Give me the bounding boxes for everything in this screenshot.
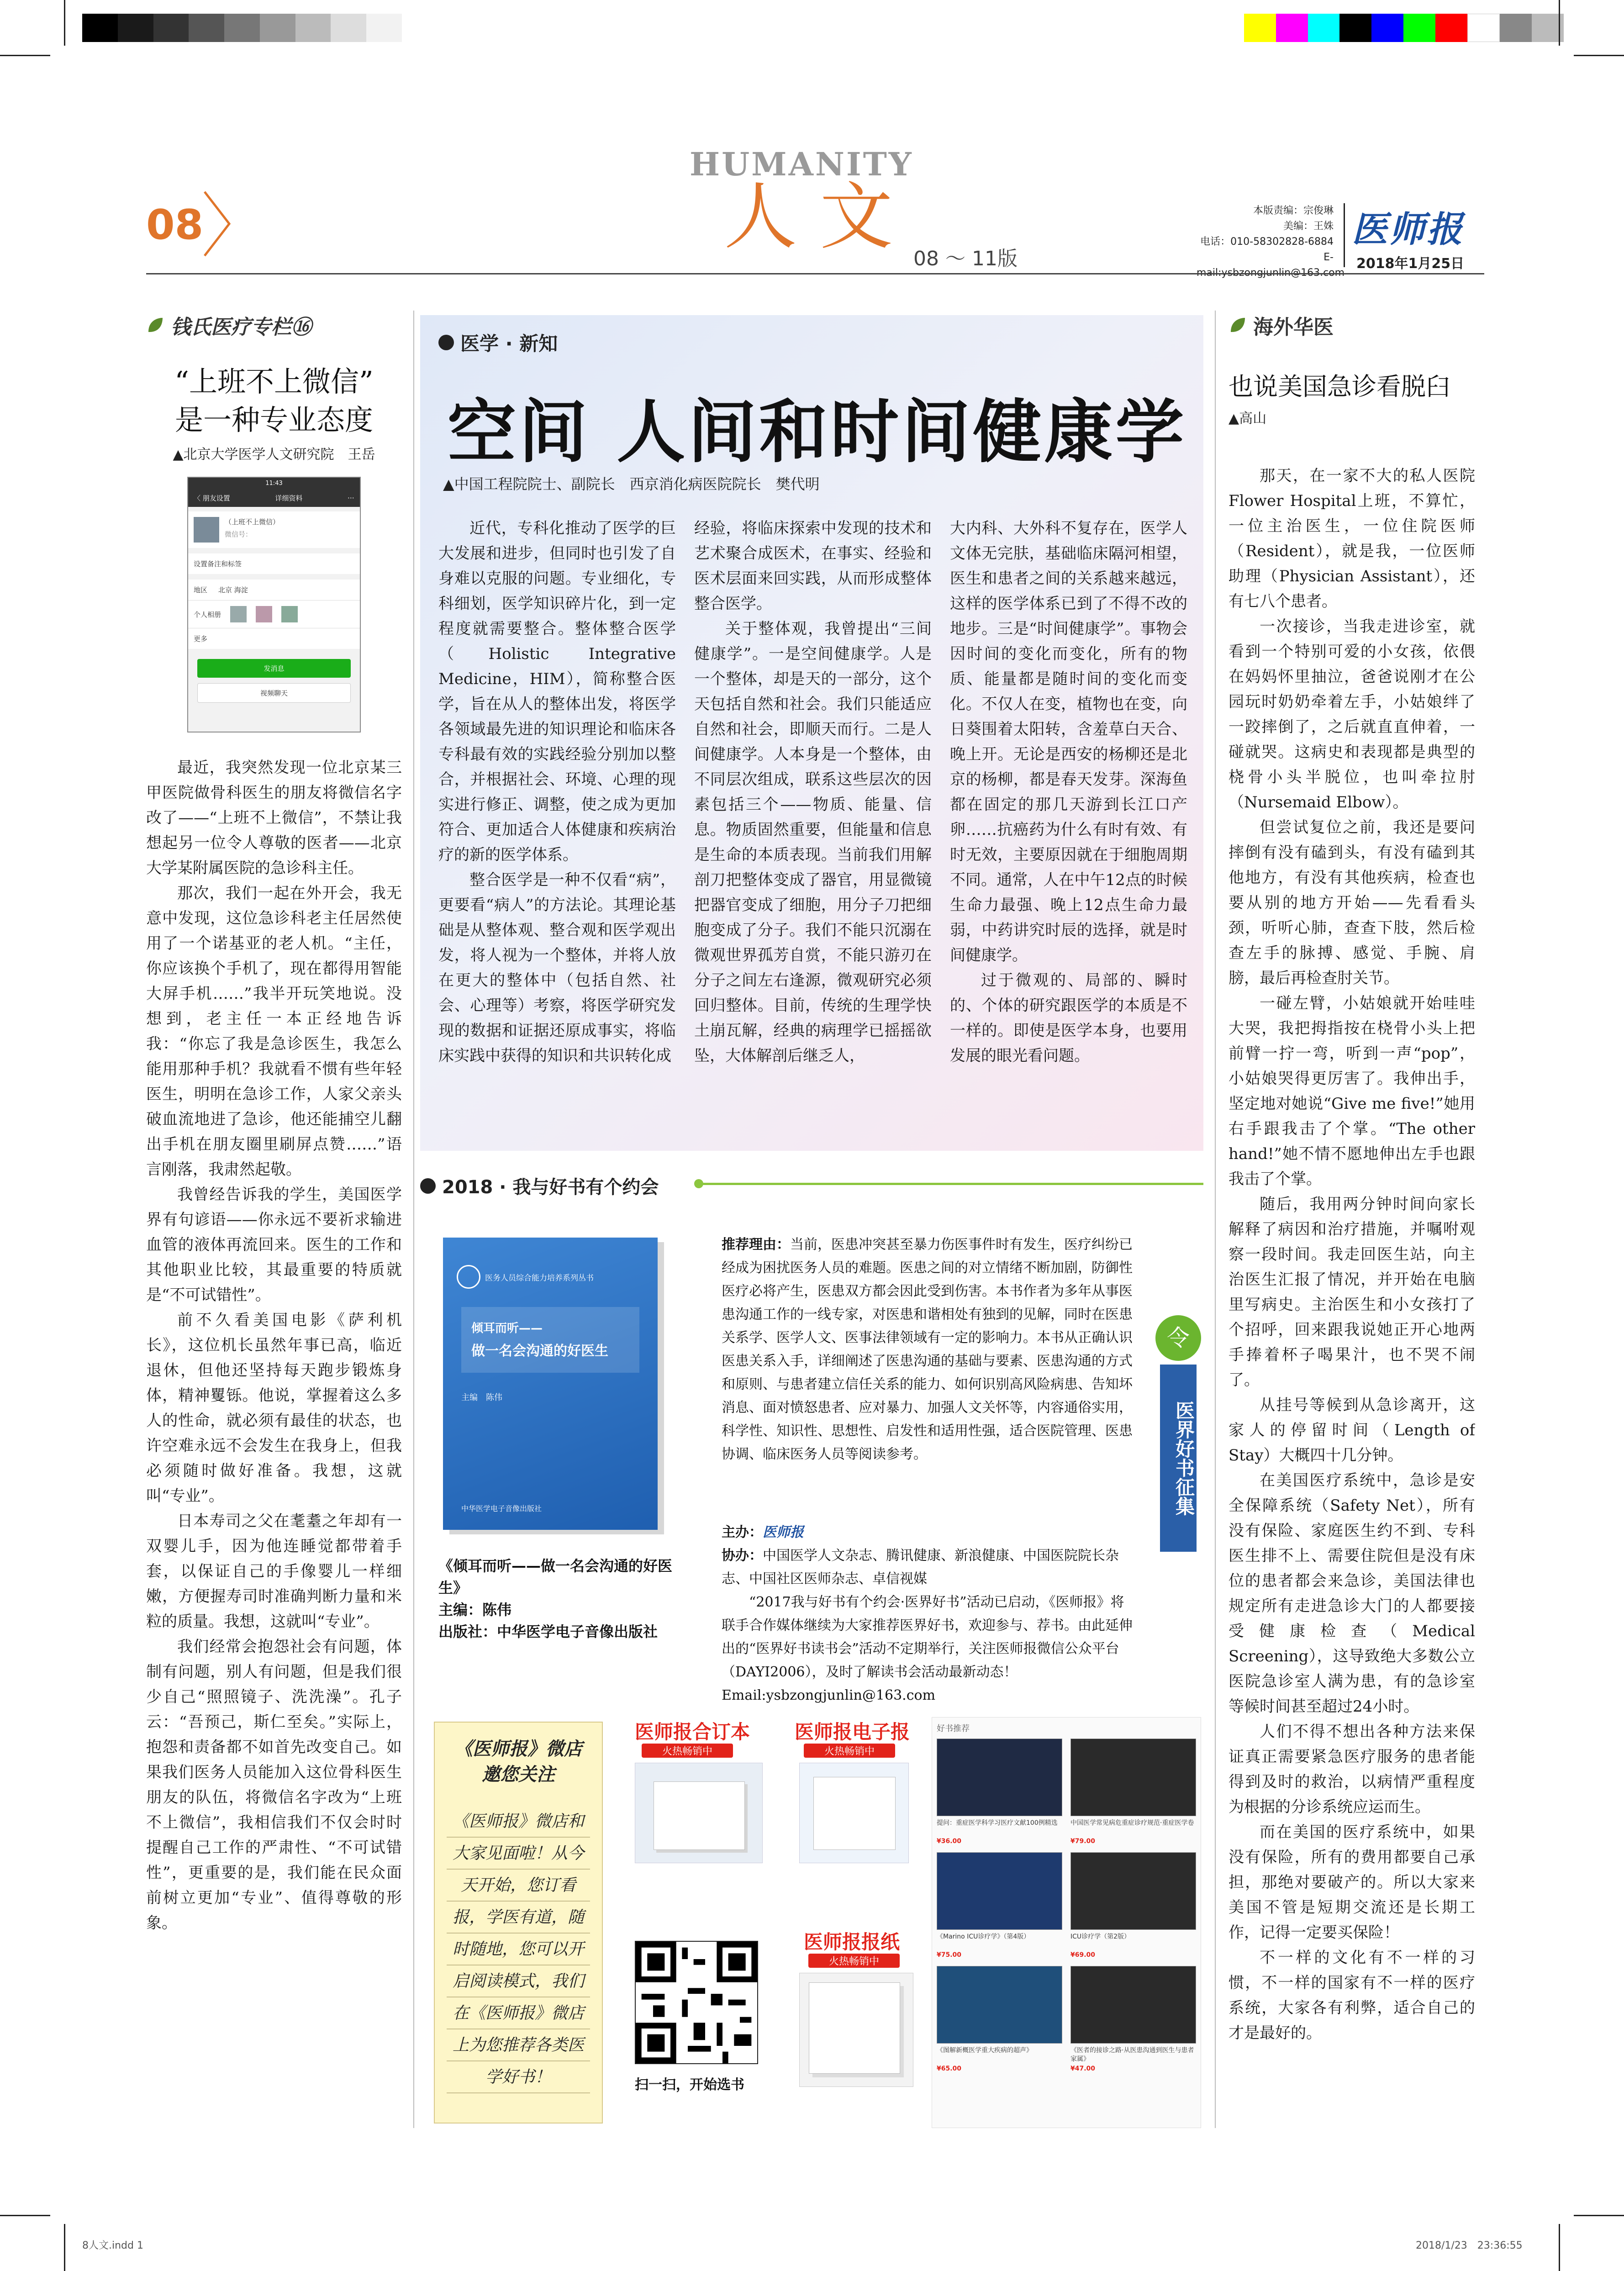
chevron-right-icon bbox=[201, 190, 233, 258]
host-line bbox=[722, 1521, 1133, 1544]
right-column bbox=[1229, 311, 1475, 2128]
book-tile-caption: 《Marino ICU诊疗学》（第4版） bbox=[937, 1933, 1030, 1940]
avatar bbox=[194, 517, 219, 543]
book-info bbox=[438, 1555, 685, 1643]
book-tile-cover bbox=[937, 1739, 1062, 1816]
issue-date: 2018年1月25日 bbox=[1356, 256, 1465, 272]
article-byline: ▲北京大学医学人文研究院 王岳 bbox=[173, 447, 375, 463]
recommended-books bbox=[932, 1717, 1201, 2128]
book-tile-price: ¥69.00 bbox=[1070, 1951, 1096, 1959]
series-logo bbox=[457, 1265, 480, 1289]
crop-mark bbox=[1559, 0, 1560, 46]
book-tile[interactable] bbox=[937, 1966, 1062, 2073]
feature-col-2 bbox=[694, 516, 932, 1069]
column-label bbox=[146, 311, 402, 340]
recommend-text: 当前，医患冲突甚至暴力伤医事件时有发生，医疗纠纷已经成为困扰医务人员的难题。医患之间的对立情绪不断加剧，防御性医疗必将产生，医患双方都会因此受到伤害。本书作者为多年从事医患沟通工作的一线专家，对医患和谐相处有独到的见解，同时在医患关系学、医学人文、医事法律领域有一定的影响力。本书从正确认识医患关系入手，详细阐述了医患沟通的基础与要素、医患沟通的方式和原则、与患者建立信任关系的能力、如何识别高风险病患、告知坏消息、面对愤怒患者、应对暴力、加强人文关怀等，内容通俗实用，科学性、知识性、思想性、启发性和适用性强，适合医院管理、医患协调、临床医务人员等阅读参考。 bbox=[722, 1237, 1133, 1462]
crop-mark bbox=[0, 2215, 50, 2216]
qr-code[interactable] bbox=[635, 1941, 758, 2064]
paragraph: 我曾经告诉我的学生，美国医学界有句谚语——你永远不要祈求输进血管的液体再流回来。医生的工作和其他职业比较，其最重要的特质就是“不可试错性”。 bbox=[146, 1186, 402, 1304]
send-message-button[interactable]: 发消息 bbox=[197, 659, 351, 678]
paragraph: 关于整体观，我曾提出“三间健康学”。一是空间健康学。人是一个整体，却是天的一部分，这个天包括自然和社会。我们只能适应自然和社会，即顺天而行。二是人间健康学。人本身是一个整体，由不同层次组成，联系这些层次的因素包括三个——物质、能量、信息。物质固然重要，但能量和信息是生命的本质表现。当前我们用解剖刀把整体变成了器官，用显微镜把器官变成了细胞，用分子刀把细胞变成了分子。我们不能只沉溺在微观世界孤芳自赏，不能只游刃在分子之间左右逢源，微观研究必须回归整体。目前，传统的生理学快土崩瓦解，经典的病理学已摇摇欲坠，大体解剖后继乏人， bbox=[694, 620, 932, 1065]
recommend-label: 推荐理由： bbox=[722, 1237, 790, 1253]
article-title-line2: 是一种专业态度 bbox=[174, 403, 373, 437]
footer-left-slug: 8人文.indd 1 bbox=[82, 2240, 143, 2251]
crop-mark bbox=[1574, 2215, 1624, 2216]
column-label-text: 钱氏医疗专栏⑯ bbox=[171, 316, 311, 339]
books-grid bbox=[937, 1739, 1196, 2073]
crop-mark bbox=[64, 2224, 65, 2271]
host-value: 医师报 bbox=[763, 1524, 804, 1540]
book-banner-text: 2018 · 我与好书有个约会 bbox=[442, 1177, 659, 1198]
paragraph: 而在美国的医疗系统中，如果没有保险，所有的费用都要自己承担，那绝对要破产的。所以大家来美国不管是短期交流还是长期工作，记得一定要买保险！ bbox=[1229, 1823, 1475, 1942]
paragraph: 我们经常会抱怨社会有问题，体制有问题，别人有问题，但是我们很少自己“照照镜子、洗洗澡”。孔子云：“吾预己，斯仁至矣。”实际上，抱怨和责备都不如首先改变自己。如果我们医务人员能加入这位骨科医生朋友的队伍，将微信名字改为“上班不上微信”，我相信我们不仅会时时提醒自己工作的严肃性、“不可试错性”，更重要的是，我们能在民众面前树立更加“专业”、值得尊敬的形象。 bbox=[146, 1638, 402, 1932]
kicker bbox=[438, 329, 558, 356]
shop-card bbox=[434, 1722, 603, 2123]
paragraph: 不一样的文化有不一样的习惯，不一样的国家有不一样的医疗系统，大家各有利弊，适合自己的才是最好的。 bbox=[1229, 1949, 1475, 2042]
nav-back[interactable]: 〈 朋友设置 bbox=[194, 494, 230, 502]
editor-line: 本版责编：宗俊琳 bbox=[1253, 205, 1334, 216]
paper-image[interactable] bbox=[799, 1973, 913, 2087]
phone-screenshot bbox=[187, 477, 361, 732]
section-title-cn: 人文 bbox=[724, 174, 916, 259]
paragraph: 那次，我们一起在外开会，我无意中发现，这位急诊科老主任居然使用了一个诺基亚的老人机。“主任，你应该换个手机了，现在都得用智能大屏手机……”我半开玩笑地说。没想到，老主任一本正经地告诉我：“你忘了我是急诊医生，我怎么能用那种手机？我就看不惯有些年轻医生，明明在急诊工作，人家父亲头破血流地进了急诊，他还能捕空儿翻出手机在朋友圈里刷屏点赞……”语言刚落，我肃然起敬。 bbox=[146, 884, 402, 1179]
coorg-line bbox=[722, 1544, 1133, 1591]
nav-title: 详细资料 bbox=[275, 494, 303, 502]
registration-bar-right bbox=[1244, 14, 1564, 42]
host-label: 主办： bbox=[722, 1524, 763, 1540]
phone-nav bbox=[188, 489, 360, 507]
crop-mark bbox=[1574, 55, 1624, 56]
book-tile-cover bbox=[1070, 1966, 1196, 2044]
book-tile-caption: 中国医学常见病危重症诊疗规范·重症医学卷 bbox=[1070, 1819, 1194, 1827]
book-tile-price: ¥75.00 bbox=[937, 1951, 962, 1959]
designer-line: 美编：王姝 bbox=[1283, 221, 1334, 232]
sub-order-title: 医师报合订本 bbox=[635, 1721, 750, 1743]
feature-col-1 bbox=[438, 516, 676, 1069]
sub-order-tag: 火热畅销中 bbox=[642, 1744, 733, 1758]
paragraph: 近代，专科化推动了医学的巨大发展和进步，但同时也引发了自身难以克服的问题。专业细化，专科细划，医学知识碎片化，到一定程度就需要整合。整体整合医学（Holistic Integrative Medicine，HIM），简称整合医学，旨在从人的整体出发，将医学各领域最先进的知识理论和临床各专科最有效的实践经验分别加以整合，并根据社会、环境、心理的现实进行修正、调整，使之成为更加符合、更加适合人体健康和疾病治疗的新的医学体系。 bbox=[438, 519, 676, 864]
right-article-body bbox=[1229, 464, 1475, 2046]
profile-name: （上班不上微信） bbox=[225, 518, 280, 526]
crop-mark bbox=[64, 0, 65, 46]
book-tile-cover bbox=[937, 1852, 1062, 1930]
row-album[interactable] bbox=[188, 600, 360, 628]
column-divider bbox=[1215, 311, 1216, 2128]
paragraph: 最近，我突然发现一位北京某三甲医院做骨科医生的朋友将微信名字改了——“上班不上微信”，不禁让我想起另一位令人尊敬的医者——北京大学某附属医院的急诊科主任。 bbox=[146, 759, 402, 877]
status-time: 11:43 bbox=[265, 479, 283, 487]
book-cover-title-line2: 做一名会沟通的好医生 bbox=[471, 1343, 608, 1359]
microshop-ad bbox=[420, 1712, 1203, 2133]
paper-title: 医师报报纸 bbox=[804, 1931, 900, 1953]
book-banner bbox=[420, 1169, 1203, 1196]
section-title-en: HUMANITY bbox=[690, 145, 913, 183]
paragraph: 一碰左臂，小姑娘就开始哇哇大哭，我把拇指按在桡骨小头上把前臂一拧一弯，听到一声“pop”，小姑娘哭得更厉害了。我伸出手，坚定地对她说“Give me five!”她用右手跟我击了个掌。“The other hand!”她不情不愿地伸出左手也跟我击了个掌。 bbox=[1229, 994, 1475, 1188]
right-column-label bbox=[1229, 311, 1475, 340]
notice-text: “2017我与好书有个约会·医界好书”活动已启动，《医师报》将联手合作媒体继续为大家推荐医界好书，欢迎参与、荐书。由此延伸出的“医界好书读书会”活动不定期举行，关注医师报微信公众平台（DAYI2006），及时了解读书会活动最新动态！ Email:ysbzongjunlin@163.com bbox=[722, 1594, 1133, 1703]
kicker-text: 医学 · 新知 bbox=[460, 332, 558, 355]
book-info-publisher: 出版社：中华医学电子音像出版社 bbox=[438, 1623, 658, 1640]
paragraph: 随后，我用两分钟时间向家长解释了病因和治疗措施，并嘱咐观察一段时间。我走回医生站，向主治医生汇报了情况，并开始在电脑里写病史。主治医生和小女孩打了个招呼，回来跟我说她正开心地两手捧着杯子喝果汁，也不哭不闹了。 bbox=[1229, 1195, 1475, 1389]
book-tile[interactable] bbox=[1070, 1966, 1196, 2073]
qr-caption: 扫一扫，开始选书 bbox=[635, 2077, 744, 2093]
shop-card-body: 《医师报》微店和大家见面啦！从今天开始，您订看报，学医有道，随时随地，您可以开启阅读模式，我们在《医师报》微店上为您推荐各类医学好书！ bbox=[447, 1806, 590, 2093]
leaf-icon bbox=[1229, 316, 1247, 334]
header-rule bbox=[146, 273, 1484, 274]
recommend-block bbox=[722, 1233, 1133, 1466]
registration-bar-left bbox=[82, 14, 402, 42]
paragraph: 前不久看美国电影《萨利机长》，这位机长虽然年事已高，临近退休，但他还坚持每天跑步锻炼身体，精神矍铄。他说，掌握着这么多人的性命，就必须有最佳的状态，也许空难永远不会发生在我身上，但我必须随时做好准备。我想，这就叫“专业”。 bbox=[146, 1311, 402, 1505]
paragraph: 那天，在一家不大的私人医院Flower Hospital上班，不算忙，一位主治医生，一位住院医师（Resident），就是我，一位医师助理（Physician Assistant），还有七八个患者。 bbox=[1229, 467, 1475, 611]
book-cover-publisher: 中华医学电子音像出版社 bbox=[461, 1504, 542, 1513]
bullet-icon bbox=[438, 335, 454, 350]
column-divider bbox=[413, 311, 414, 2128]
headline-byline: ▲中国工程院院士、副院长 西京消化病医院院长 樊代明 bbox=[443, 475, 820, 493]
bullet-icon bbox=[420, 1178, 436, 1194]
paragraph: 人们不得不想出各种方法来保证真正需要紧急医疗服务的患者能得到及时的救治，以病情严重程度为根据的分诊系统应运而生。 bbox=[1229, 1723, 1475, 1816]
book-info-title: 《倾耳而听——做一名会沟通的好医生》 bbox=[438, 1557, 673, 1597]
feature-article bbox=[420, 315, 1203, 1151]
qr-code-icon bbox=[636, 1942, 757, 2063]
book-tile-caption: 提问：重症医学科学习医疗文献100例精选 bbox=[937, 1819, 1058, 1827]
paragraph: 一次接诊，当我走进诊室，就看到一个特别可爱的小女孩，依偎在妈妈怀里抽泣，爸爸说刚才在公园玩时奶奶牵着左手，小姑娘绊了一跤摔倒了，之后就直直伸着，一碰就哭。这病史和表现都是典型的桡骨小头半脱位，也叫牵拉肘（Nursemaid Elbow）。 bbox=[1229, 617, 1475, 811]
book-tile-caption: 《医者的接诊之路·从医患沟通到医生与患者家属》 bbox=[1070, 2047, 1194, 2063]
feature-col-3 bbox=[950, 516, 1187, 1069]
book-cover-series: 医务人员综合能力培养系列丛书 bbox=[485, 1273, 594, 1283]
order-icon: 令 bbox=[1155, 1315, 1201, 1361]
book-cover-title-line1: 倾耳而听—— bbox=[471, 1322, 543, 1335]
masthead-info bbox=[1197, 203, 1334, 281]
profile-sub: 微信号： bbox=[225, 530, 253, 538]
epaper-tag: 火热畅销中 bbox=[804, 1744, 895, 1758]
article-title bbox=[146, 363, 402, 439]
epaper-title: 医师报电子报 bbox=[795, 1721, 910, 1743]
right-article-byline: ▲高山 bbox=[1229, 411, 1267, 427]
book-tile-price: ¥79.00 bbox=[1070, 1838, 1096, 1845]
coorg-value: 中国医学人文杂志、腾讯健康、新浪健康、中国医院院长杂志、中国社区医师杂志、卓信视媒 bbox=[722, 1548, 1119, 1587]
book-info-editor: 主编：陈伟 bbox=[438, 1601, 512, 1618]
paper-tag: 火热畅销中 bbox=[808, 1954, 900, 1968]
right-column-label-text: 海外华医 bbox=[1253, 316, 1334, 339]
edition-range: 08 ～ 11版 bbox=[913, 247, 1018, 270]
paragraph: 过于微观的、局部的、瞬时的、个体的研究跟医学的本质是不一样的。即使是医学本身，也要用发展的眼光看问题。 bbox=[950, 971, 1187, 1065]
book-tile-caption: 《图解新概医学重大疾病的超声》 bbox=[937, 2047, 1033, 2054]
side-tag-text: 医界好书征集 bbox=[1160, 1365, 1197, 1552]
book-tile-cover bbox=[937, 1966, 1062, 2044]
headline: 空间 人间和时间健康学 bbox=[448, 393, 1187, 472]
sub-order-image[interactable] bbox=[635, 1763, 763, 1863]
crop-mark bbox=[1559, 2224, 1560, 2271]
paragraph: 在美国医疗系统中，急诊是安全保障系统（Safety Net），所有没有保险、家庭医生约不到、专科医生排不上、需要住院但是没有床位的患者都会来急诊，美国法律也规定所有走进急诊大门的人都要接受健康检查（Medical Screening），这导致绝大多数公立医院急诊室人满为患，有的急诊室等候时间甚至超过24小时。 bbox=[1229, 1471, 1475, 1716]
page-number: 08 bbox=[146, 201, 204, 249]
book-cover bbox=[443, 1238, 658, 1530]
row-album-label: 个人相册 bbox=[194, 610, 221, 619]
row-region-value: 北京 海淀 bbox=[218, 586, 248, 594]
footer-right-slug: 2018/1/23 23:36:55 bbox=[1416, 2240, 1523, 2251]
row-remark[interactable]: 设置备注和标签 bbox=[188, 553, 360, 574]
article-title-line1: “上班不上微信” bbox=[174, 365, 374, 398]
paper-logo: 医师报 bbox=[1352, 209, 1465, 250]
row-region-label: 地区 bbox=[194, 586, 208, 594]
shop-card-title: 《医师报》微店邀您关注 bbox=[454, 1738, 582, 1785]
more-icon[interactable]: ⋯ bbox=[347, 494, 354, 502]
paragraph: 从挂号等候到从急诊离开，这家人的停留时间（Length of Stay）大概四十几分钟。 bbox=[1229, 1396, 1475, 1465]
profile-card bbox=[188, 511, 360, 548]
masthead-divider bbox=[1344, 203, 1345, 267]
book-tile[interactable] bbox=[1070, 1852, 1196, 1960]
email-line: E- bbox=[1323, 252, 1334, 263]
right-article-title: 也说美国急诊看脱臼 bbox=[1229, 372, 1450, 401]
host-block bbox=[722, 1521, 1133, 1707]
article-body bbox=[146, 755, 402, 1936]
book-collect-tag bbox=[1155, 1315, 1201, 1553]
epaper-image[interactable] bbox=[799, 1763, 909, 1863]
books-header: 好书推荐 bbox=[937, 1724, 970, 1734]
book-tile-caption: ICU诊疗学（第2版） bbox=[1070, 1933, 1131, 1940]
row-region bbox=[188, 580, 360, 600]
book-tile[interactable] bbox=[937, 1852, 1062, 1960]
book-tile-cover bbox=[1070, 1852, 1196, 1930]
paragraph: 但尝试复位之前，我还是要问摔倒有没有磕到头，有没有磕到其他地方，有没有其他疾病，检查也要从别的地方开始——先看看头颈，听听心肺，查查下肢，然后检查左手的脉搏、感觉、手腕、肩膀，最后再检查肘关节。 bbox=[1229, 818, 1475, 987]
paragraph: 日本寿司之父在耄耋之年却有一双婴儿手，因为他连睡觉都带着手套，以保证自己的手像婴儿一样细嫩，方便握寿司时准确判断力量和米粒的质量。我想，这就叫“专业”。 bbox=[146, 1512, 402, 1631]
book-tile-price: ¥36.00 bbox=[937, 1838, 962, 1845]
book-tile[interactable] bbox=[1070, 1739, 1196, 1846]
coorg-label: 协办： bbox=[722, 1548, 763, 1564]
paragraph: 整合医学是一种不仅看“病”，更要看“病人”的方法论。其理论基础是从整体观、整合观和医学观出发，将人视为一个整体，并将人放在更大的整体中（包括自然、社会、心理等）考察，将医学研究发现的数据和证据还原成事实，将临床实践中获得的知识和共识转化成 bbox=[438, 871, 676, 1065]
crop-mark bbox=[0, 55, 50, 56]
video-call-button[interactable]: 视频聊天 bbox=[197, 683, 351, 703]
book-tile-price: ¥47.00 bbox=[1070, 2065, 1096, 2072]
book-tile-price: ¥65.00 bbox=[937, 2065, 962, 2072]
row-more[interactable]: 更多 bbox=[188, 628, 360, 649]
book-tile-cover bbox=[1070, 1739, 1196, 1816]
paragraph: 大内科、大外科不复存在，医学人文体无完肤，基础临床隔河相望，医生和患者之间的关系越来越远，这样的医学体系已到了不得不改的地步。三是“时间健康学”。事物会因时间的变化而变化，所有的物质、能量都是随时间的变化而变化。不仅人在变，植物也在变，向日葵围着太阳转，含羞草白天合、晚上开。无论是西安的杨柳还是北京的杨柳，都是春天发芽。深海鱼都在固定的那几天游到长江口产卵……抗癌药为什么有时有效、有时无效，主要原因就在于细胞周期不同。通常，人在中午12点的时候生命力最强、晚上12点生命力最弱，中药讲究时辰的选择，就是时间健康学。 bbox=[950, 519, 1187, 964]
status-bar bbox=[188, 478, 360, 489]
book-cover-title bbox=[461, 1307, 639, 1373]
book-cover-editor: 主编 陈伟 bbox=[461, 1393, 502, 1402]
book-tile[interactable] bbox=[937, 1739, 1062, 1846]
phone-line: 电话：010-58302828-6884 bbox=[1200, 236, 1334, 248]
leaf-icon bbox=[146, 316, 164, 334]
paragraph: 经验，将临床探索中发现的技术和艺术聚合成医术，在事实、经验和医术层面来回实践，从而形成整体整合医学。 bbox=[694, 519, 932, 613]
left-column bbox=[146, 311, 402, 2128]
